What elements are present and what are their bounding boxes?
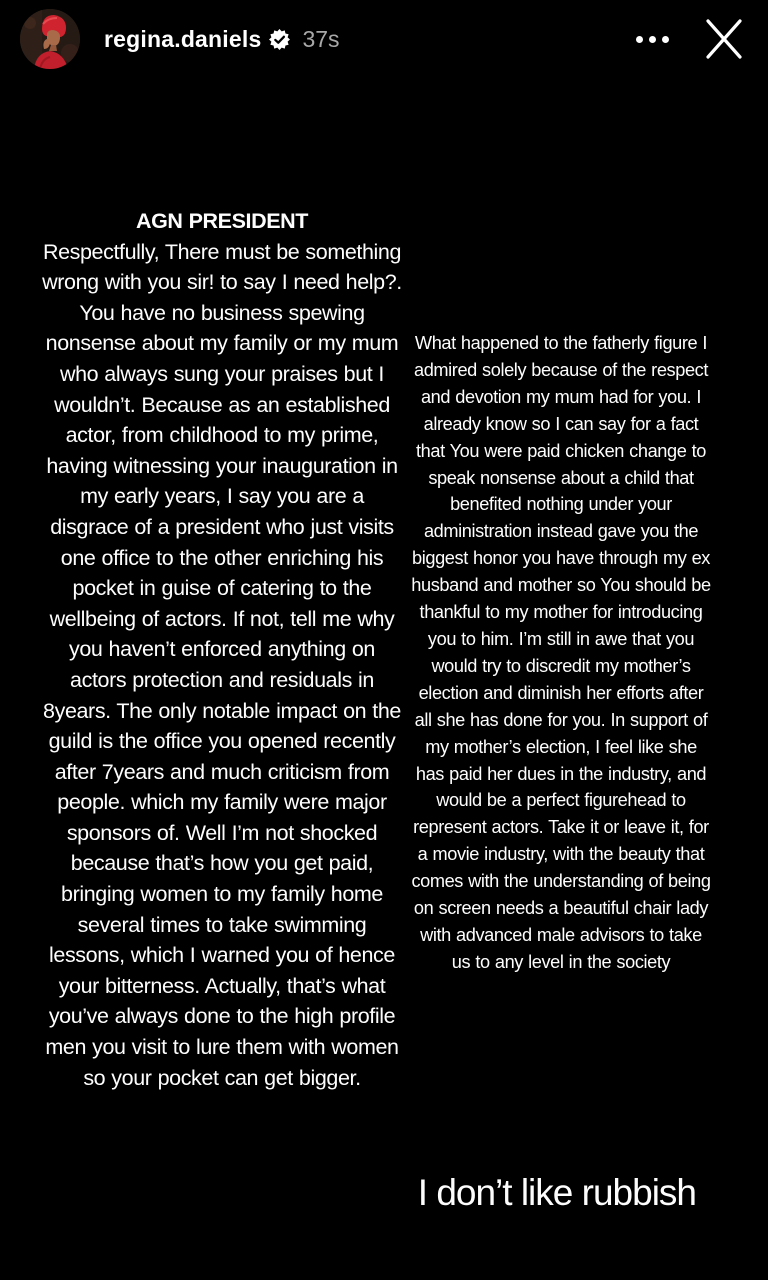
more-icon (636, 36, 643, 43)
avatar-image (20, 9, 80, 69)
avatar[interactable] (20, 9, 80, 69)
story-text-left-title: AGN PRESIDENT (135, 209, 309, 233)
story-text-left-body: Respectfully, There must be something wrong with you sir! to say I need help?. You have no business spewing nonsense about my family or my mum who always sung your praises but I wouldn’t. Because as an established actor, from childhood to my prime, having witnessing your inauguration in my early years, I say you are a disgrace of a president who just visits one office to the other enriching his pocket in guise of catering to the wellbeing of actors. If not, tell me why you haven’t enforced anything on actors protection and residuals in 8years. The only notable impact on the guild is the office you opened recently after 7years and much criticism from people. which my family were major sponsors of. Well I’m not shocked because that’s how you get paid, bringing women to my family home several times to take swimming lessons, which I warned you of hence your bitterness. Actually, that’s what you’ve always done to the high profile men you visit to lure them with women so your pocket can get bigger. (42, 239, 402, 1090)
story-timestamp: 37s (302, 25, 340, 52)
story-text-left (42, 206, 402, 1093)
username[interactable]: regina.daniels (104, 25, 262, 52)
story-text-right (410, 330, 712, 976)
story-header (0, 0, 768, 78)
verified-icon (269, 29, 290, 50)
more-options-button[interactable] (628, 15, 676, 63)
story-text-right-body: What happened to the fatherly figure I admired solely because of the respect and devotion my mum had for you. I already know so I can say for a fact that You were paid chicken change to speak nonsense about a child that benefited nothing under your administration instead gave you the biggest honor you have through my ex husband and mother so You should be thankful to my mother for introducing you to him. I’m still in awe that you would try to discredit my mother’s election and diminish her efforts after all she has done for you. In support of my mother’s election, I feel like she has paid her dues in the industry, and would be a perfect figurehead to represent actors. Take it or leave it, for a movie industry, with the beauty that comes with the understanding of being on screen needs a beautiful chair lady with advanced male advisors to take us to any level in the society (411, 333, 711, 972)
close-icon (702, 17, 746, 61)
story-caption: I don’t like rubbish (417, 1172, 696, 1213)
close-button[interactable] (700, 15, 748, 63)
